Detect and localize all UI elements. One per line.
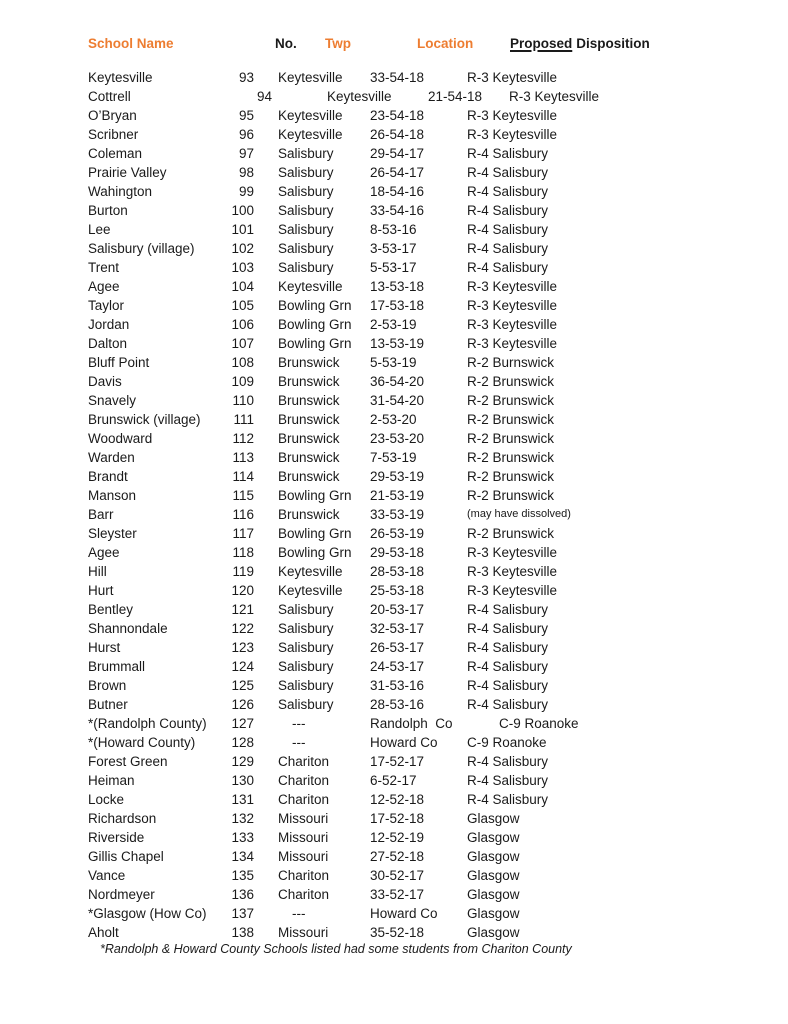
school-number-cell: 99 bbox=[238, 184, 254, 199]
proposed-disposition-cell: R-3 Keytesville bbox=[467, 70, 558, 85]
table-row bbox=[0, 391, 788, 410]
disposition-label: Disposition bbox=[576, 36, 650, 51]
township-cell: --- bbox=[292, 716, 306, 731]
proposed-disposition-cell: R-2 Brunswick bbox=[467, 450, 555, 465]
proposed-disposition-cell: Glasgow bbox=[467, 906, 520, 921]
school-number-cell: 126 bbox=[231, 697, 254, 712]
school-number-cell: 136 bbox=[231, 887, 254, 902]
school-number-cell: 98 bbox=[238, 165, 254, 180]
school-name-cell: Coleman bbox=[88, 146, 143, 161]
township-cell: Keytesville bbox=[278, 127, 343, 142]
township-cell: Keytesville bbox=[278, 70, 343, 85]
location-cell: 21-53-19 bbox=[370, 488, 425, 503]
table-row bbox=[0, 163, 788, 182]
proposed-label: Proposed bbox=[510, 36, 573, 51]
township-cell: Bowling Grn bbox=[278, 336, 352, 351]
proposed-disposition-cell: R-3 Keytesville bbox=[467, 279, 558, 294]
table-row bbox=[0, 638, 788, 657]
school-number-cell: 125 bbox=[231, 678, 254, 693]
location-cell: Randolph Co bbox=[370, 716, 453, 731]
school-name-cell: Woodward bbox=[88, 431, 153, 446]
township-cell: Salisbury bbox=[278, 659, 334, 674]
school-number-cell: 113 bbox=[232, 450, 254, 465]
proposed-disposition-cell: R-4 Salisbury bbox=[467, 640, 549, 655]
table-row bbox=[0, 676, 788, 695]
school-name-cell: Heiman bbox=[88, 773, 135, 788]
school-name-cell: Vance bbox=[88, 868, 126, 883]
proposed-disposition-cell: R-3 Keytesville bbox=[467, 298, 558, 313]
proposed-disposition-cell: R-4 Salisbury bbox=[467, 659, 549, 674]
school-number-cell: 94 bbox=[256, 89, 272, 104]
school-number-cell: 122 bbox=[231, 621, 254, 636]
table-row bbox=[0, 790, 788, 809]
proposed-disposition-cell: R-4 Salisbury bbox=[467, 146, 549, 161]
school-number-cell: 124 bbox=[231, 659, 254, 674]
location-cell: 33-53-19 bbox=[370, 507, 425, 522]
township-cell: Bowling Grn bbox=[278, 526, 352, 541]
proposed-disposition-cell: C-9 Roanoke bbox=[467, 735, 547, 750]
proposed-disposition-cell: R-4 Salisbury bbox=[467, 260, 549, 275]
school-name-cell: Cottrell bbox=[88, 89, 131, 104]
table-row bbox=[0, 144, 788, 163]
location-cell: 28-53-16 bbox=[370, 697, 425, 712]
location-cell: 33-52-17 bbox=[370, 887, 425, 902]
township-cell: Brunswick bbox=[278, 412, 340, 427]
township-cell: Keytesville bbox=[278, 564, 343, 579]
township-cell: Brunswick bbox=[278, 507, 340, 522]
school-number-cell: 133 bbox=[231, 830, 254, 845]
school-number-cell: 128 bbox=[231, 735, 254, 750]
township-cell: Chariton bbox=[278, 887, 330, 902]
school-name-cell: Riverside bbox=[88, 830, 145, 845]
table-row bbox=[0, 410, 788, 429]
school-number-cell: 104 bbox=[231, 279, 254, 294]
location-cell: 8-53-16 bbox=[370, 222, 417, 237]
proposed-disposition-cell: R-4 Salisbury bbox=[467, 621, 549, 636]
school-number-cell: 111 bbox=[233, 412, 254, 427]
school-name-cell: Nordmeyer bbox=[88, 887, 155, 902]
township-cell: Salisbury bbox=[278, 602, 334, 617]
school-name-cell: Brunswick (village) bbox=[88, 412, 201, 427]
school-number-cell: 115 bbox=[232, 488, 254, 503]
school-name-cell: Bentley bbox=[88, 602, 134, 617]
school-number-cell: 120 bbox=[231, 583, 254, 598]
proposed-disposition-cell: R-2 Brunswick bbox=[467, 469, 555, 484]
school-name-cell: Barr bbox=[88, 507, 114, 522]
school-name-cell: Jordan bbox=[88, 317, 130, 332]
table-row bbox=[0, 657, 788, 676]
proposed-disposition-cell: R-2 Burnswick bbox=[467, 355, 555, 370]
location-cell: 30-52-17 bbox=[370, 868, 425, 883]
table-row bbox=[0, 448, 788, 467]
location-cell: 26-53-17 bbox=[370, 640, 425, 655]
proposed-disposition-cell: R-3 Keytesville bbox=[467, 317, 558, 332]
township-cell: Missouri bbox=[278, 811, 329, 826]
school-number-cell: 119 bbox=[232, 564, 254, 579]
school-name-cell: Hurst bbox=[88, 640, 121, 655]
township-cell: Bowling Grn bbox=[278, 298, 352, 313]
township-cell: Salisbury bbox=[278, 241, 334, 256]
table-row bbox=[0, 866, 788, 885]
school-name-cell: Locke bbox=[88, 792, 125, 807]
location-cell: 29-53-18 bbox=[370, 545, 425, 560]
school-name-cell: Warden bbox=[88, 450, 135, 465]
table-row bbox=[0, 581, 788, 600]
school-name-cell: *Glasgow (How Co) bbox=[88, 906, 207, 921]
school-name-cell: Shannondale bbox=[88, 621, 168, 636]
proposed-disposition-cell: R-3 Keytesville bbox=[467, 583, 558, 598]
table-row bbox=[0, 828, 788, 847]
location-cell: 21-54-18 bbox=[428, 89, 483, 104]
table-row bbox=[0, 353, 788, 372]
school-name-cell: Hurt bbox=[88, 583, 114, 598]
table-row bbox=[0, 752, 788, 771]
table-row bbox=[0, 220, 788, 239]
location-cell: 32-53-17 bbox=[370, 621, 425, 636]
school-name-cell: Bluff Point bbox=[88, 355, 150, 370]
township-cell: Chariton bbox=[278, 868, 330, 883]
location-cell: 25-53-18 bbox=[370, 583, 425, 598]
proposed-disposition-cell: Glasgow bbox=[467, 925, 520, 940]
township-cell: Brunswick bbox=[278, 374, 340, 389]
school-name-cell: Manson bbox=[88, 488, 137, 503]
proposed-disposition-cell: R-3 Keytesville bbox=[509, 89, 600, 104]
school-name-cell: Brandt bbox=[88, 469, 128, 484]
proposed-disposition-cell: R-3 Keytesville bbox=[467, 336, 558, 351]
table-row bbox=[0, 771, 788, 790]
location-cell: 23-53-20 bbox=[370, 431, 425, 446]
location-cell: 33-54-18 bbox=[370, 70, 425, 85]
table-row bbox=[0, 87, 788, 106]
school-name-cell: *(Howard County) bbox=[88, 735, 196, 750]
location-cell: 5-53-19 bbox=[370, 355, 417, 370]
school-number-cell: 100 bbox=[231, 203, 254, 218]
school-name-cell: Aholt bbox=[88, 925, 119, 940]
school-name-cell: Taylor bbox=[88, 298, 125, 313]
table-row bbox=[0, 239, 788, 258]
township-cell: Bowling Grn bbox=[278, 488, 352, 503]
township-cell: Brunswick bbox=[278, 469, 340, 484]
column-header-proposed-disposition bbox=[510, 35, 650, 53]
table-row bbox=[0, 904, 788, 923]
table-row bbox=[0, 334, 788, 353]
school-number-cell: 107 bbox=[231, 336, 254, 351]
proposed-disposition-cell: R-4 Salisbury bbox=[467, 222, 549, 237]
school-name-cell: Agee bbox=[88, 545, 120, 560]
school-number-cell: 108 bbox=[231, 355, 254, 370]
table-row bbox=[0, 619, 788, 638]
school-name-cell: O’Bryan bbox=[88, 108, 137, 123]
table-row bbox=[0, 600, 788, 619]
township-cell: Keytesville bbox=[278, 279, 343, 294]
proposed-disposition-cell: R-4 Salisbury bbox=[467, 184, 549, 199]
table-row bbox=[0, 277, 788, 296]
school-number-cell: 95 bbox=[238, 108, 254, 123]
proposed-disposition-cell: R-3 Keytesville bbox=[467, 108, 558, 123]
proposed-disposition-cell: R-3 Keytesville bbox=[467, 127, 558, 142]
location-cell: 17-52-18 bbox=[370, 811, 425, 826]
school-name-cell: Prairie Valley bbox=[88, 165, 167, 180]
township-cell: Keytesville bbox=[278, 108, 343, 123]
proposed-disposition-cell: R-4 Salisbury bbox=[467, 697, 549, 712]
location-cell: 28-53-18 bbox=[370, 564, 425, 579]
location-cell: 3-53-17 bbox=[370, 241, 417, 256]
township-cell: Brunswick bbox=[278, 450, 340, 465]
school-name-cell: Agee bbox=[88, 279, 120, 294]
proposed-disposition-cell: R-4 Salisbury bbox=[467, 602, 549, 617]
school-number-cell: 127 bbox=[231, 716, 254, 731]
school-number-cell: 137 bbox=[231, 906, 254, 921]
school-number-cell: 123 bbox=[231, 640, 254, 655]
school-name-cell: Sleyster bbox=[88, 526, 137, 541]
location-cell: 13-53-19 bbox=[370, 336, 425, 351]
location-cell: 26-53-19 bbox=[370, 526, 425, 541]
school-number-cell: 103 bbox=[231, 260, 254, 275]
township-cell: Keytesville bbox=[278, 583, 343, 598]
school-number-cell: 96 bbox=[238, 127, 254, 142]
school-number-cell: 130 bbox=[231, 773, 254, 788]
table-row bbox=[0, 106, 788, 125]
school-number-cell: 109 bbox=[231, 374, 254, 389]
table-row bbox=[0, 524, 788, 543]
column-header-location: Location bbox=[417, 36, 474, 51]
location-cell: 12-52-18 bbox=[370, 792, 425, 807]
table-row bbox=[0, 885, 788, 904]
school-number-cell: 110 bbox=[232, 393, 254, 408]
column-header-twp: Twp bbox=[325, 36, 351, 51]
school-name-cell: Brown bbox=[88, 678, 127, 693]
school-number-cell: 134 bbox=[231, 849, 254, 864]
table-header bbox=[0, 35, 788, 53]
school-name-cell: Davis bbox=[88, 374, 122, 389]
proposed-disposition-cell: R-4 Salisbury bbox=[467, 773, 549, 788]
proposed-disposition-cell: Glasgow bbox=[467, 811, 520, 826]
table-row bbox=[0, 125, 788, 144]
township-cell: Salisbury bbox=[278, 165, 334, 180]
school-name-cell: Keytesville bbox=[88, 70, 153, 85]
location-cell: 31-53-16 bbox=[370, 678, 425, 693]
proposed-disposition-cell: R-2 Brunswick bbox=[467, 412, 555, 427]
table-row bbox=[0, 486, 788, 505]
school-number-cell: 101 bbox=[231, 222, 254, 237]
location-cell: 24-53-17 bbox=[370, 659, 425, 674]
school-number-cell: 114 bbox=[232, 469, 254, 484]
school-number-cell: 112 bbox=[232, 431, 254, 446]
school-number-cell: 118 bbox=[232, 545, 254, 560]
school-number-cell: 93 bbox=[238, 70, 254, 85]
township-cell: Chariton bbox=[278, 773, 330, 788]
table-row bbox=[0, 733, 788, 752]
table-row bbox=[0, 847, 788, 866]
location-cell: 18-54-16 bbox=[370, 184, 425, 199]
proposed-disposition-cell: R-3 Keytesville bbox=[467, 564, 558, 579]
location-cell: 29-54-17 bbox=[370, 146, 425, 161]
table-row bbox=[0, 543, 788, 562]
township-cell: Missouri bbox=[278, 830, 329, 845]
township-cell: Salisbury bbox=[278, 260, 334, 275]
location-cell: 26-54-18 bbox=[370, 127, 425, 142]
table-row bbox=[0, 182, 788, 201]
township-cell: Chariton bbox=[278, 754, 330, 769]
school-number-cell: 105 bbox=[231, 298, 254, 313]
table-row bbox=[0, 695, 788, 714]
proposed-disposition-cell: R-2 Brunswick bbox=[467, 488, 555, 503]
school-name-cell: *(Randolph County) bbox=[88, 716, 207, 731]
location-cell: 36-54-20 bbox=[370, 374, 425, 389]
location-cell: 35-52-18 bbox=[370, 925, 425, 940]
proposed-disposition-cell: R-4 Salisbury bbox=[467, 165, 549, 180]
proposed-disposition-cell: R-4 Salisbury bbox=[467, 241, 549, 256]
school-number-cell: 135 bbox=[231, 868, 254, 883]
proposed-disposition-cell: Glasgow bbox=[467, 830, 520, 845]
location-cell: 6-52-17 bbox=[370, 773, 417, 788]
location-cell: 5-53-17 bbox=[370, 260, 417, 275]
footnote: *Randolph & Howard County Schools listed had some students from Chariton County bbox=[100, 942, 572, 956]
proposed-disposition-cell: R-4 Salisbury bbox=[467, 203, 549, 218]
table-row bbox=[0, 923, 788, 942]
proposed-disposition-cell: R-2 Brunswick bbox=[467, 431, 555, 446]
table-row bbox=[0, 68, 788, 87]
township-cell: Salisbury bbox=[278, 146, 334, 161]
township-cell: Salisbury bbox=[278, 203, 334, 218]
table-row bbox=[0, 315, 788, 334]
proposed-disposition-cell: Glasgow bbox=[467, 868, 520, 883]
school-number-cell: 132 bbox=[231, 811, 254, 826]
table-row bbox=[0, 467, 788, 486]
proposed-disposition-cell: R-4 Salisbury bbox=[467, 678, 549, 693]
table-row bbox=[0, 562, 788, 581]
table-row bbox=[0, 505, 788, 524]
location-cell: 7-53-19 bbox=[370, 450, 417, 465]
location-cell: 29-53-19 bbox=[370, 469, 425, 484]
location-cell: 26-54-17 bbox=[370, 165, 425, 180]
location-cell: 33-54-16 bbox=[370, 203, 425, 218]
school-name-cell: Forest Green bbox=[88, 754, 168, 769]
school-name-cell: Wahington bbox=[88, 184, 153, 199]
proposed-disposition-cell: R-3 Keytesville bbox=[467, 545, 558, 560]
school-name-cell: Brummall bbox=[88, 659, 146, 674]
table-row bbox=[0, 809, 788, 828]
table-row bbox=[0, 714, 788, 733]
school-number-cell: 138 bbox=[231, 925, 254, 940]
school-name-cell: Burton bbox=[88, 203, 128, 218]
table-row bbox=[0, 429, 788, 448]
school-name-cell: Richardson bbox=[88, 811, 157, 826]
township-cell: --- bbox=[292, 735, 306, 750]
township-cell: Brunswick bbox=[278, 393, 340, 408]
location-cell: 13-53-18 bbox=[370, 279, 425, 294]
location-cell: 27-52-18 bbox=[370, 849, 425, 864]
township-cell: --- bbox=[292, 906, 306, 921]
township-cell: Salisbury bbox=[278, 678, 334, 693]
location-cell: 2-53-19 bbox=[370, 317, 417, 332]
township-cell: Missouri bbox=[278, 849, 329, 864]
column-header-school-name: School Name bbox=[88, 36, 174, 51]
school-number-cell: 116 bbox=[232, 507, 254, 522]
township-cell: Salisbury bbox=[278, 640, 334, 655]
location-cell: 23-54-18 bbox=[370, 108, 425, 123]
school-number-cell: 129 bbox=[231, 754, 254, 769]
township-cell: Bowling Grn bbox=[278, 545, 352, 560]
school-name-cell: Butner bbox=[88, 697, 128, 712]
proposed-disposition-cell: C-9 Roanoke bbox=[499, 716, 579, 731]
school-number-cell: 102 bbox=[231, 241, 254, 256]
school-name-cell: Hill bbox=[88, 564, 107, 579]
school-number-cell: 106 bbox=[231, 317, 254, 332]
township-cell: Salisbury bbox=[278, 621, 334, 636]
table-row bbox=[0, 296, 788, 315]
location-cell: 20-53-17 bbox=[370, 602, 425, 617]
proposed-disposition-cell: R-2 Brunswick bbox=[467, 393, 555, 408]
township-cell: Brunswick bbox=[278, 431, 340, 446]
township-cell: Bowling Grn bbox=[278, 317, 352, 332]
proposed-disposition-cell: R-2 Brunswick bbox=[467, 526, 555, 541]
proposed-disposition-cell: R-2 Brunswick bbox=[467, 374, 555, 389]
proposed-disposition-cell: Glasgow bbox=[467, 887, 520, 902]
school-number-cell: 97 bbox=[238, 146, 254, 161]
school-name-cell: Dalton bbox=[88, 336, 128, 351]
township-cell: Missouri bbox=[278, 925, 329, 940]
school-name-cell: Scribner bbox=[88, 127, 139, 142]
township-cell: Salisbury bbox=[278, 697, 334, 712]
location-cell: Howard Co bbox=[370, 906, 438, 921]
proposed-disposition-cell: R-4 Salisbury bbox=[467, 792, 549, 807]
proposed-disposition-cell: Glasgow bbox=[467, 849, 520, 864]
school-number-cell: 121 bbox=[231, 602, 254, 617]
school-number-cell: 131 bbox=[231, 792, 254, 807]
school-name-cell: Gillis Chapel bbox=[88, 849, 164, 864]
location-cell: Howard Co bbox=[370, 735, 438, 750]
location-cell: 31-54-20 bbox=[370, 393, 425, 408]
school-table-rows bbox=[0, 68, 788, 942]
proposed-disposition-cell: (may have dissolved) bbox=[467, 508, 571, 520]
proposed-disposition-cell: R-4 Salisbury bbox=[467, 754, 549, 769]
location-cell: 2-53-20 bbox=[370, 412, 417, 427]
location-cell: 17-53-18 bbox=[370, 298, 425, 313]
location-cell: 17-52-17 bbox=[370, 754, 425, 769]
table-row bbox=[0, 258, 788, 277]
township-cell: Salisbury bbox=[278, 184, 334, 199]
location-cell: 12-52-19 bbox=[370, 830, 425, 845]
school-name-cell: Snavely bbox=[88, 393, 137, 408]
township-cell: Keytesville bbox=[327, 89, 392, 104]
township-cell: Chariton bbox=[278, 792, 330, 807]
township-cell: Brunswick bbox=[278, 355, 340, 370]
table-row bbox=[0, 201, 788, 220]
school-name-cell: Lee bbox=[88, 222, 111, 237]
school-name-cell: Trent bbox=[88, 260, 120, 275]
school-number-cell: 117 bbox=[232, 526, 254, 541]
township-cell: Salisbury bbox=[278, 222, 334, 237]
table-row bbox=[0, 372, 788, 391]
school-name-cell: Salisbury (village) bbox=[88, 241, 195, 256]
column-header-no: No. bbox=[275, 36, 297, 51]
